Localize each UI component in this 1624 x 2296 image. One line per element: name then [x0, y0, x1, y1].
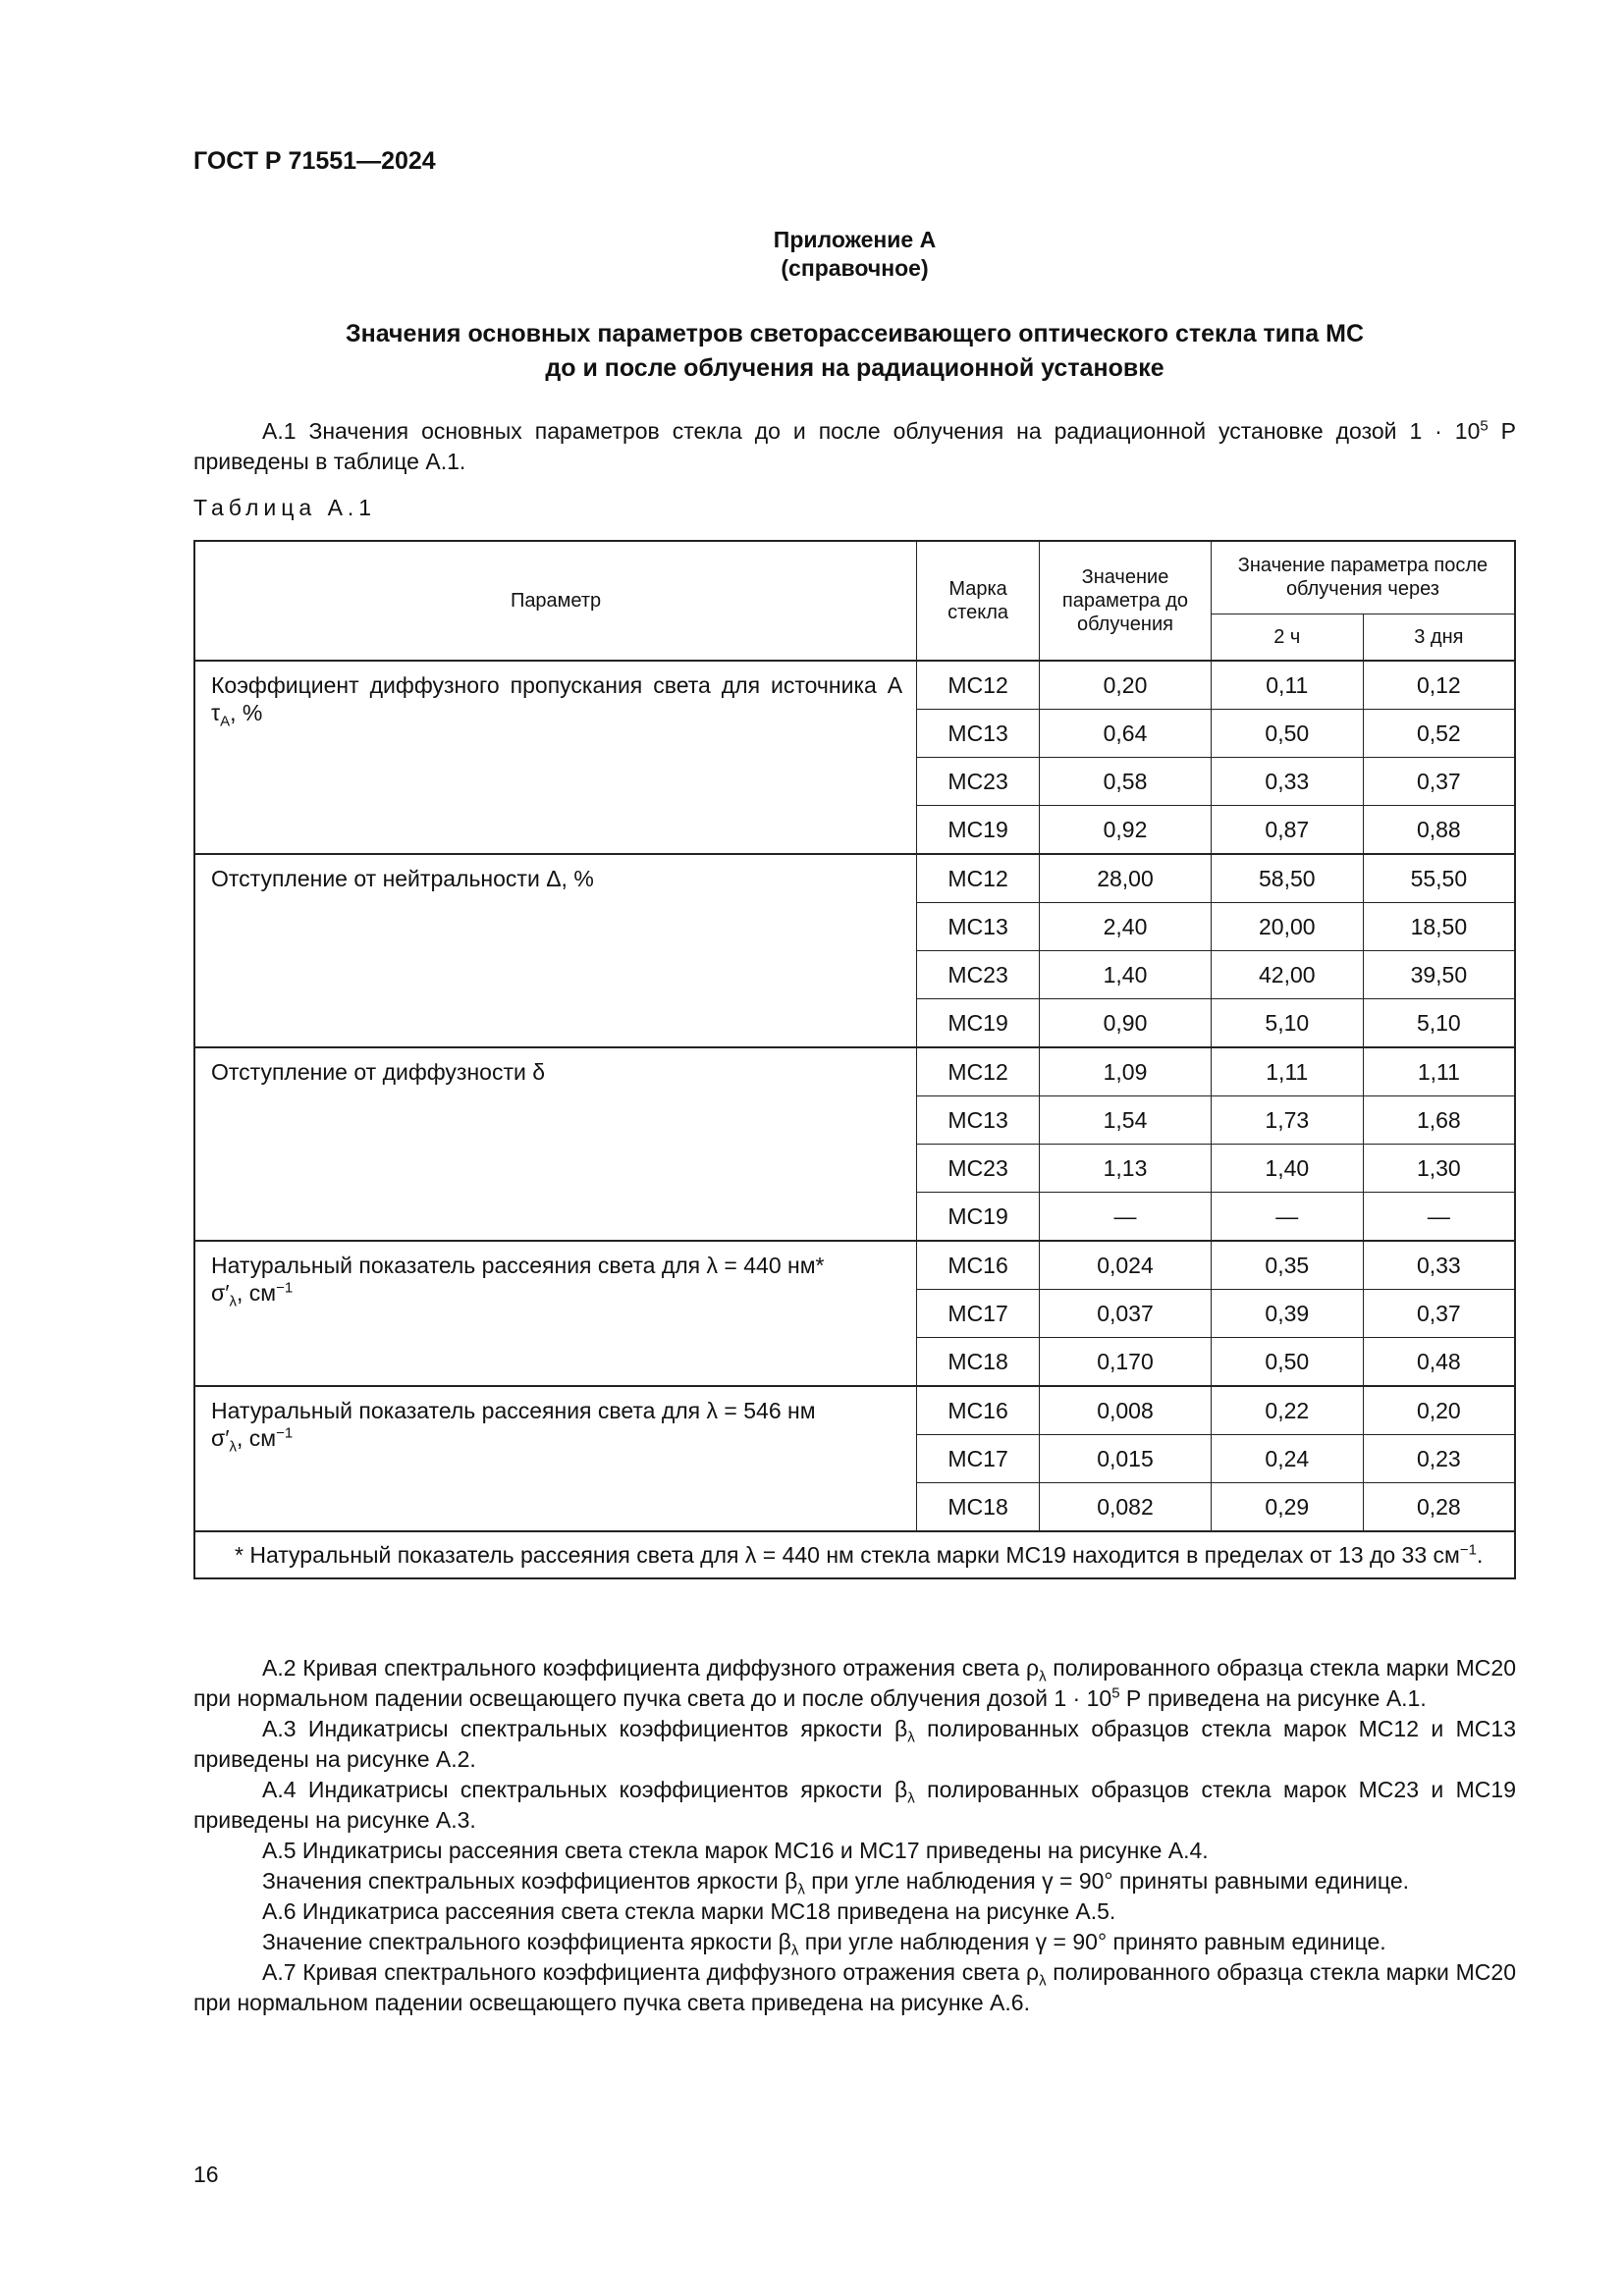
- paragraph-a6: А.6 Индикатриса рассеяния света стекла марки МС18 приведена на рисунке А.5.: [262, 1898, 1116, 1924]
- table-row: [194, 854, 1515, 903]
- cell-2h: 0,87: [1211, 806, 1363, 855]
- header-after: Значение параметра после облучения через: [1211, 541, 1515, 614]
- cell-3d: 0,12: [1363, 661, 1515, 710]
- cell-brand: МС23: [917, 758, 1040, 806]
- cell-2h: 0,29: [1211, 1483, 1363, 1532]
- cell-3d: 5,10: [1363, 999, 1515, 1048]
- paragraph-a5-note: Значения спектральных коэффициентов яркости $\beta_\lambda$ при угле наблюдения γ = 90° приняты равными единице.: [262, 1868, 1409, 1898]
- cell-2h: 0,39: [1211, 1290, 1363, 1338]
- cell-3d: 0,20: [1363, 1386, 1515, 1435]
- cell-2h: 1,40: [1211, 1145, 1363, 1193]
- cell-2h: 0,24: [1211, 1435, 1363, 1483]
- cell-brand: МС12: [917, 661, 1040, 710]
- heading-line-2: до и после облучения на радиационной установке: [545, 354, 1164, 382]
- param-scattering-440: Натуральный показатель рассеяния света для λ = 440 нм* $\sigma'_\lambda$, $см^{-1}$: [194, 1241, 917, 1386]
- cell-2h: 1,11: [1211, 1047, 1363, 1096]
- param-scattering-546: Натуральный показатель рассеяния света для λ = 546 нм $\sigma'_\lambda$, $см^{-1}$: [194, 1386, 917, 1531]
- cell-brand: МС13: [917, 1096, 1040, 1145]
- cell-before: 1,40: [1040, 951, 1212, 999]
- cell-brand: МС19: [917, 999, 1040, 1048]
- cell-3d: 1,11: [1363, 1047, 1515, 1096]
- appendix-title: Приложение А: [773, 227, 937, 252]
- cell-3d: 0,37: [1363, 758, 1515, 806]
- cell-2h: 0,50: [1211, 1338, 1363, 1387]
- cell-2h: 1,73: [1211, 1096, 1363, 1145]
- cell-3d: 0,28: [1363, 1483, 1515, 1532]
- cell-3d: 1,68: [1363, 1096, 1515, 1145]
- cell-brand: МС12: [917, 1047, 1040, 1096]
- cell-2h: 0,33: [1211, 758, 1363, 806]
- cell-before: 0,008: [1040, 1386, 1212, 1435]
- cell-before: 0,90: [1040, 999, 1212, 1048]
- paragraph-a3: А.3 Индикатрисы спектральных коэффициентов яркости $\beta_\lambda$ полированных образцов стекла марок МС12 и МС13 приведены на рисунке А.2.: [193, 1716, 1516, 1772]
- cell-before: 0,64: [1040, 710, 1212, 758]
- cell-before: 0,082: [1040, 1483, 1212, 1532]
- table-row: [194, 1241, 1515, 1290]
- standard-number: ГОСТ Р 71551—2024: [193, 147, 436, 175]
- cell-brand: МС23: [917, 951, 1040, 999]
- appendix-header: [193, 226, 1516, 283]
- cell-before: 0,170: [1040, 1338, 1212, 1387]
- paragraph-a7: А.7 Кривая спектрального коэффициента диффузного отражения света $\rho_\lambda$ полированного образца стекла марки МС20 при нормальном падении освещающего пучка света приведена на рисунке А.6.: [193, 1959, 1516, 2015]
- cell-3d: 18,50: [1363, 903, 1515, 951]
- cell-3d: 0,37: [1363, 1290, 1515, 1338]
- cell-3d: 55,50: [1363, 854, 1515, 903]
- a1-tail: Р приведены в таблице А.1.: [193, 418, 1517, 474]
- cell-before: 1,09: [1040, 1047, 1212, 1096]
- paragraph-a6-note: Значение спектрального коэффициента яркости $\beta_\lambda$ при угле наблюдения γ = 90° принято равным единице.: [262, 1929, 1386, 1959]
- header-2h: 2 ч: [1211, 614, 1363, 661]
- cell-before: 28,00: [1040, 854, 1212, 903]
- cell-3d: —: [1363, 1193, 1515, 1242]
- cell-2h: —: [1211, 1193, 1363, 1242]
- paragraph-a1: [193, 416, 1516, 477]
- cell-brand: МС12: [917, 854, 1040, 903]
- cell-2h: 0,50: [1211, 710, 1363, 758]
- a1-sup: 5: [1480, 417, 1489, 435]
- cell-brand: МС18: [917, 1338, 1040, 1387]
- data-table: [193, 540, 1516, 1579]
- appendix-kind: (справочное): [781, 255, 929, 281]
- a1-text: А.1 Значения основных параметров стекла до и после облучения на радиационной установке дозой 1 · 10: [262, 418, 1481, 444]
- cell-3d: 0,88: [1363, 806, 1515, 855]
- cell-before: 0,58: [1040, 758, 1212, 806]
- cell-before: —: [1040, 1193, 1212, 1242]
- cell-2h: 58,50: [1211, 854, 1363, 903]
- table-caption: Таблица А.1: [193, 495, 377, 520]
- cell-brand: МС13: [917, 710, 1040, 758]
- cell-before: 0,024: [1040, 1241, 1212, 1290]
- cell-brand: МС19: [917, 1193, 1040, 1242]
- cell-2h: 5,10: [1211, 999, 1363, 1048]
- cell-2h: 0,35: [1211, 1241, 1363, 1290]
- cell-3d: 0,52: [1363, 710, 1515, 758]
- table-row: [194, 1047, 1515, 1096]
- param-diffuse-transmission: Коэффициент диффузного пропускания света для источника А $\tau_A$, %: [194, 661, 917, 854]
- cell-3d: 39,50: [1363, 951, 1515, 999]
- cell-before: 1,13: [1040, 1145, 1212, 1193]
- cell-brand: МС16: [917, 1386, 1040, 1435]
- cell-2h: 0,11: [1211, 661, 1363, 710]
- cell-brand: МС13: [917, 903, 1040, 951]
- cell-3d: 0,23: [1363, 1435, 1515, 1483]
- cell-3d: 1,30: [1363, 1145, 1515, 1193]
- table-footnote: * Натуральный показатель рассеяния света для λ = 440 нм стекла марки МС19 находится в пределах от 13 до 33 $см^{-1}$.: [194, 1531, 1515, 1578]
- header-before: Значение параметра до облучения: [1040, 541, 1212, 661]
- cell-before: 0,037: [1040, 1290, 1212, 1338]
- page-number: 16: [193, 2162, 219, 2187]
- document-heading: [193, 317, 1516, 386]
- cell-brand: МС17: [917, 1290, 1040, 1338]
- table-row: [194, 1386, 1515, 1435]
- header-brand: Марка стекла: [917, 541, 1040, 661]
- paragraphs-block: [193, 1653, 1516, 2018]
- paragraph-a5: А.5 Индикатрисы рассеяния света стекла марок МС16 и МС17 приведены на рисунке А.4.: [262, 1838, 1209, 1863]
- cell-before: 1,54: [1040, 1096, 1212, 1145]
- param-diffusion-deviation: Отступление от диффузности δ: [194, 1047, 917, 1241]
- cell-before: 0,92: [1040, 806, 1212, 855]
- cell-2h: 0,22: [1211, 1386, 1363, 1435]
- header-parameter: Параметр: [194, 541, 917, 661]
- cell-brand: МС19: [917, 806, 1040, 855]
- table-row: [194, 661, 1515, 710]
- paragraph-a4: А.4 Индикатрисы спектральных коэффициентов яркости $\beta_\lambda$ полированных образцов стекла марок МС23 и МС19 приведены на рисунке А.3.: [193, 1777, 1516, 1833]
- cell-before: 0,20: [1040, 661, 1212, 710]
- cell-brand: МС23: [917, 1145, 1040, 1193]
- header-3d: 3 дня: [1363, 614, 1515, 661]
- cell-before: 2,40: [1040, 903, 1212, 951]
- paragraph-a2: А.2 Кривая спектрального коэффициента диффузного отражения света $\rho_\lambda$ полированного образца стекла марки МС20 при нормальном падении освещающего пучка света до и после облучения дозой $1 \cdot 10^5$ Р приведена на рисунке А.1.: [193, 1655, 1516, 1711]
- cell-2h: 20,00: [1211, 903, 1363, 951]
- param-neutrality-deviation: Отступление от нейтральности Δ, %: [194, 854, 917, 1047]
- cell-brand: МС18: [917, 1483, 1040, 1532]
- cell-3d: 0,48: [1363, 1338, 1515, 1387]
- cell-before: 0,015: [1040, 1435, 1212, 1483]
- cell-2h: 42,00: [1211, 951, 1363, 999]
- heading-line-1: Значения основных параметров светорассеивающего оптического стекла типа МС: [345, 320, 1364, 347]
- cell-brand: МС17: [917, 1435, 1040, 1483]
- cell-3d: 0,33: [1363, 1241, 1515, 1290]
- cell-brand: МС16: [917, 1241, 1040, 1290]
